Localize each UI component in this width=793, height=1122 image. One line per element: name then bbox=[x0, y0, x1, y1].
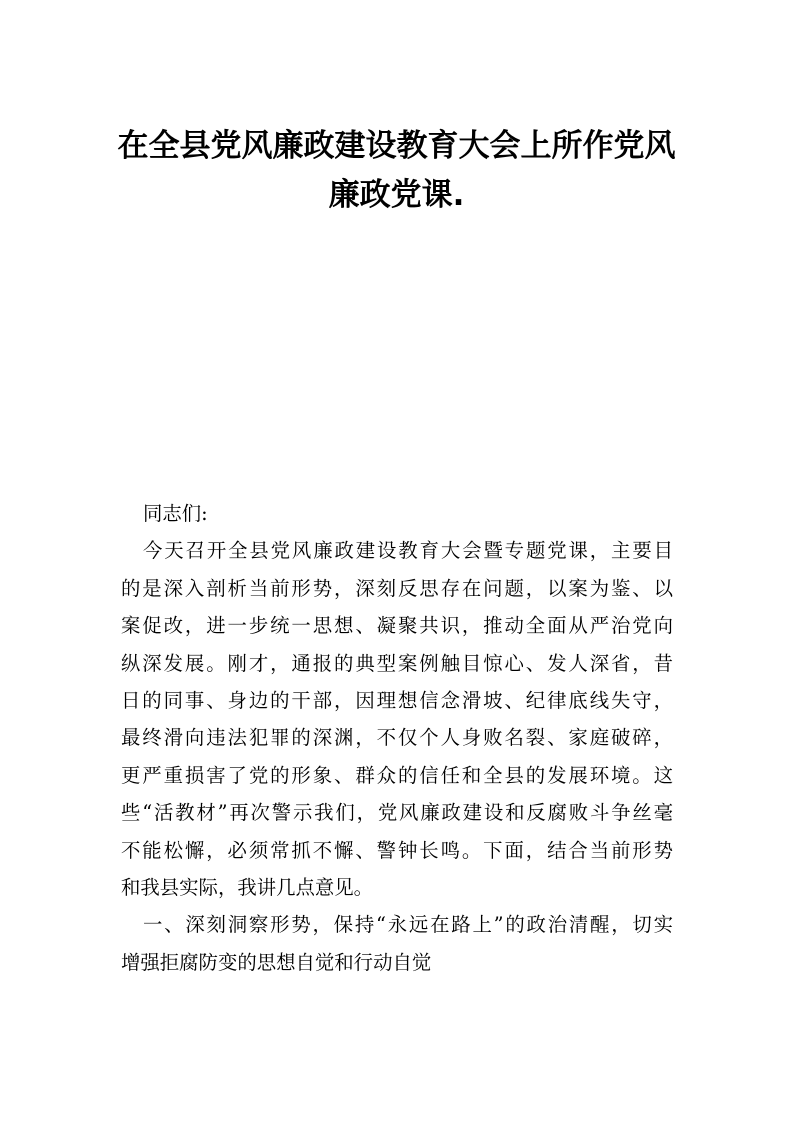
greeting: 同志们: bbox=[143, 502, 208, 525]
document-title-line-2: 廉政党课. bbox=[328, 177, 465, 213]
paragraph-1-line: 日的同事、身边的干部，因理想信念滑坡、纪律底线失守， bbox=[121, 688, 673, 712]
paragraph-1-line: 纵深发展。刚才，通报的典型案例触目惊心、发人深省，昔 bbox=[121, 651, 673, 675]
section-1-heading-line: 增强拒腐防变的思想自觉和行动自觉 bbox=[121, 950, 432, 974]
paragraph-1-line: 不能松懈，必须常抓不懈、警钟长鸣。下面，结合当前形势 bbox=[121, 838, 673, 862]
paragraph-1 bbox=[121, 532, 673, 906]
paragraph-1-line: 和我县实际，我讲几点意见。 bbox=[121, 875, 374, 899]
paragraph-1-line: 更严重损害了党的形象、群众的信任和全县的发展环境。这 bbox=[121, 763, 673, 787]
document-body bbox=[121, 495, 673, 981]
paragraph-1-line: 的是深入剖析当前形势，深刻反思存在问题，以案为鉴、以 bbox=[121, 576, 673, 600]
paragraph-1-line: 些“活教材”再次警示我们，党风廉政建设和反腐败斗争丝毫 bbox=[121, 801, 673, 825]
document-title-line-1: 在全县党风廉政建设教育大会上所作党风 bbox=[117, 128, 676, 164]
section-1-heading-line: 一、深刻洞察形势，保持“永远在路上”的政治清醒，切实 bbox=[143, 913, 673, 937]
paragraph-1-line: 今天召开全县党风廉政建设教育大会暨专题党课，主要目 bbox=[143, 539, 673, 563]
section-1-heading bbox=[121, 906, 673, 981]
paragraph-1-line: 案促改，进一步统一思想、凝聚共识，推动全面从严治党向 bbox=[121, 614, 673, 638]
paragraph-1-line: 最终滑向违法犯罪的深渊，不仅个人身败名裂、家庭破碎， bbox=[121, 726, 673, 750]
